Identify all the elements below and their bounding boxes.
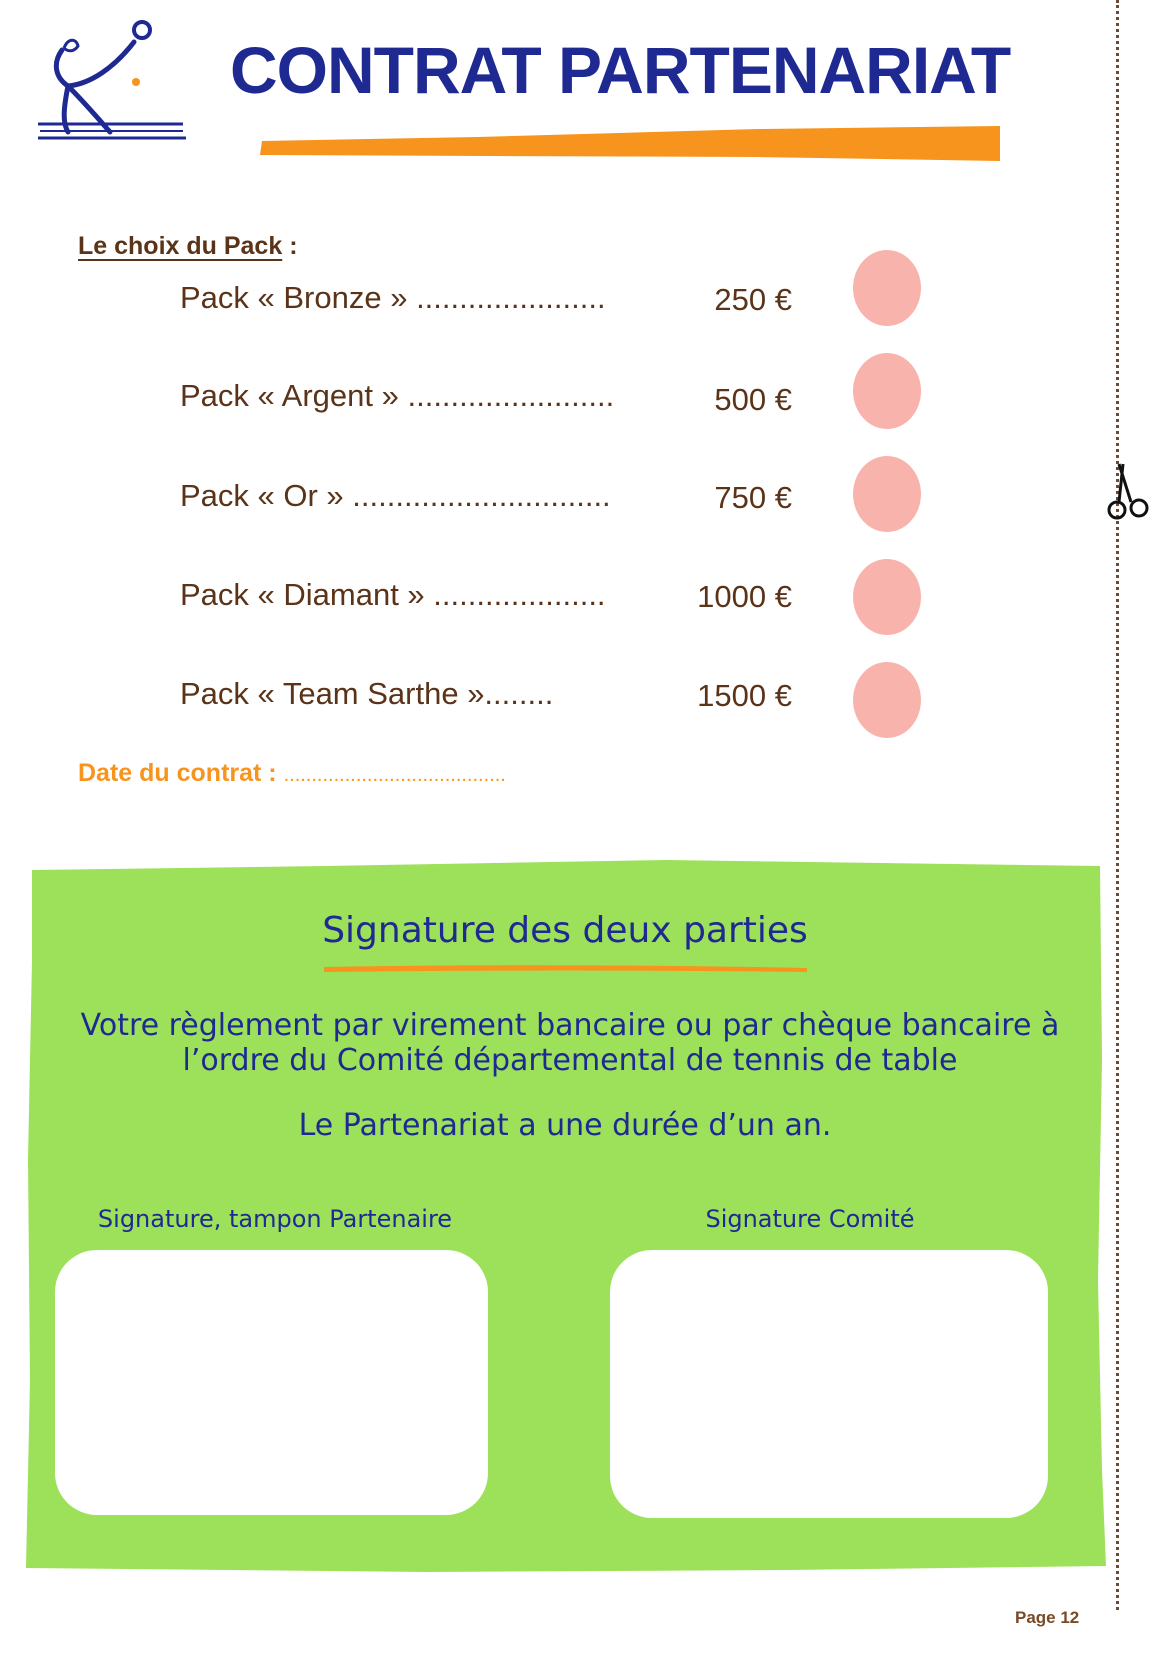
committee-signature-label: Signature Comité [705, 1205, 915, 1233]
pack-price-diamant: 1000 € [697, 579, 792, 614]
cut-line [1116, 0, 1119, 1610]
pack-checkbox-bronze[interactable] [853, 250, 921, 326]
payment-instructions: Votre règlement par virement bancaire ou par chèque bancaire à l’ordre du Comité départemental de tennis de table [80, 1008, 1060, 1078]
pack-price-or: 750 € [714, 480, 792, 515]
signature-title: Signature des deux parties [322, 910, 808, 951]
partner-signature-box[interactable] [55, 1250, 488, 1515]
contract-date-line [78, 759, 506, 788]
pack-checkbox-team-sarthe[interactable] [853, 662, 921, 738]
pack-label-argent: Pack « Argent » ........................ [180, 378, 615, 413]
pack-price-bronze: 250 € [714, 282, 792, 317]
pack-label-bronze: Pack « Bronze » ...................... [180, 280, 606, 315]
page-number: Page 12 [1015, 1608, 1080, 1627]
pack-heading [78, 232, 298, 261]
title-underline-stroke [258, 123, 1003, 165]
signature-title-underline [322, 961, 809, 975]
pack-price-argent: 500 € [714, 382, 792, 417]
partnership-duration: Le Partenariat a une durée d’un an. [298, 1108, 832, 1143]
pack-label-or: Pack « Or » .............................. [180, 478, 611, 513]
table-tennis-player-logo [38, 16, 198, 144]
contract-date-label: Date du contrat : [78, 759, 284, 787]
page-title: CONTRAT PARTENARIAT [230, 33, 1011, 107]
pack-label-diamant: Pack « Diamant » .................... [180, 577, 606, 612]
pack-price-team-sarthe: 1500 € [697, 678, 792, 713]
pack-checkbox-diamant[interactable] [853, 559, 921, 635]
pack-heading-colon: : [282, 232, 298, 260]
committee-signature-box[interactable] [610, 1250, 1048, 1518]
pack-checkbox-argent[interactable] [853, 353, 921, 429]
pack-label-team-sarthe: Pack « Team Sarthe »........ [180, 676, 554, 711]
pack-heading-text: Le choix du Pack [78, 232, 283, 260]
scissors-icon [1105, 462, 1155, 526]
partner-signature-label: Signature, tampon Partenaire [97, 1205, 453, 1233]
pack-checkbox-or[interactable] [853, 456, 921, 532]
contract-date-field[interactable]: ........................................ [283, 764, 506, 786]
